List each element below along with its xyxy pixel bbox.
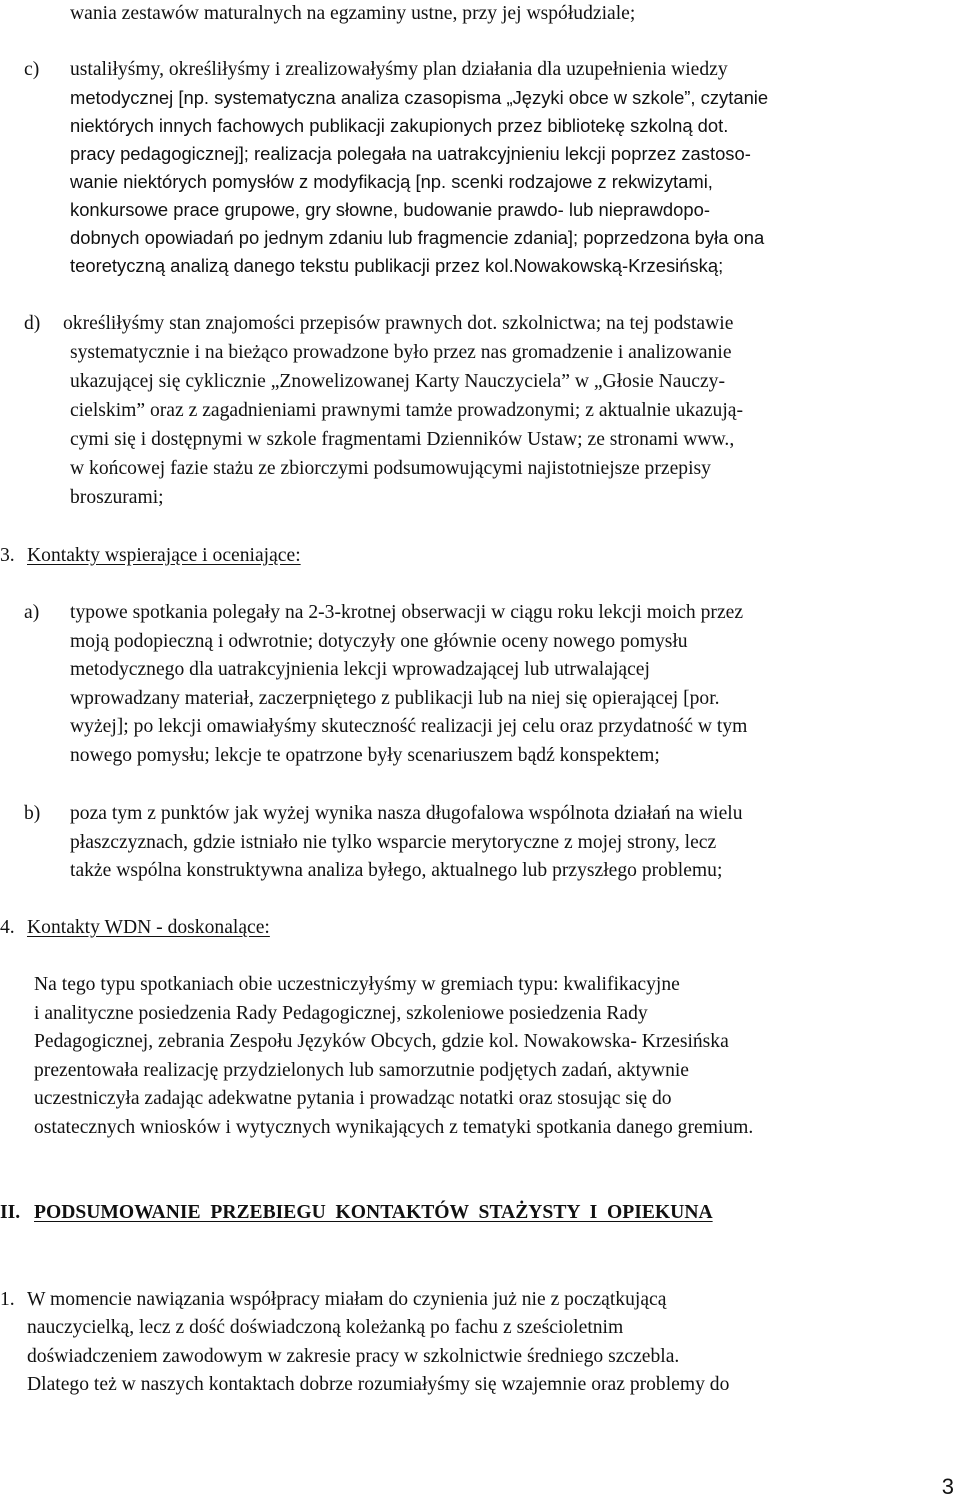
item-c-line: metodycznej [np. systematyczna analiza czasopisma „Języki obce w szkole”, czytanie [70,87,769,108]
summary-1-line: doświadczeniem zawodowym w zakresie pracy w szkolnictwie średniego szczebla. [27,1346,680,1367]
item-d-line: cymi się i dostępnymi w szkole fragmentami Dzienników Ustaw; ze stronami www., [70,429,735,450]
item-3a-marker: a) [24,602,40,623]
section-4-body-line: uczestniczyła zadając adekwatne pytania i prowadząc notatki oraz stosując się do [34,1088,672,1109]
section-4-heading: Kontakty WDN - doskonalące: [27,917,270,938]
section-ii-numeral: II. [0,1202,21,1223]
item-c-line: wanie niektórych pomysłów z modyfikacją [np. scenki rodzajowe z rekwizytami, [70,171,713,192]
item-3b-line: także wspólna konstruktywna analiza byłego, aktualnego lub przyszłego problemu; [70,860,723,881]
item-3a-line: nowego pomysłu; lekcje te opatrzone były scenariuszem bądź konspektem; [70,745,660,766]
item-3b-marker: b) [24,803,41,824]
item-d-marker: d) [24,313,41,334]
section-3-number: 3. [0,545,15,566]
item-3b-line: płaszczyznach, gdzie istniało nie tylko wsparcie merytoryczne z mojej strony, lecz [70,832,717,853]
item-3a-line: metodycznego dla uatrakcyjnienia lekcji wprowadzającej lub utrwalającej [70,659,650,680]
item-3b-line: poza tym z punktów jak wyżej wynika nasza długofalowa wspólnota działań na wielu [70,803,743,824]
item-c-line: ustaliłyśmy, określiłyśmy i zrealizowałyśmy plan działania dla uzupełnienia wiedzy [70,59,728,80]
item-d-line: określiłyśmy stan znajomości przepisów prawnych dot. szkolnictwa; na tej podstawie [63,313,734,334]
section-4-body-line: prezentowała realizację przydzielonych lub samorzutnie podjętych zadań, aktywnie [34,1060,690,1081]
section-4-number: 4. [0,917,15,938]
summary-1-line: W momencie nawiązania współpracy miałam do czynienia już nie z początkującą [27,1289,667,1310]
section-4-body-line: Na tego typu spotkaniach obie uczestniczyłyśmy w gremiach typu: kwalifikacyjne [34,974,680,995]
section-3-heading: Kontakty wspierające i oceniające: [27,545,301,566]
summary-1-line: Dlatego też w naszych kontaktach dobrze rozumiałyśmy się wzajemnie oraz problemy do [27,1374,730,1395]
item-c-line: niektórych innych fachowych publikacji zakupionych przez bibliotekę szkolną dot. [70,115,729,136]
item-c-line: dobnych opowiadań po jednym zdaniu lub fragmencie zdania]; poprzedzona była ona [70,227,765,248]
item-3a-line: wyżej]; po lekcji omawiałyśmy skuteczność realizacji jej celu oraz przydatność w tym [70,716,748,737]
item-3a-line: typowe spotkania polegały na 2-3-krotnej obserwacji w ciągu roku lekcji moich przez [70,602,744,623]
section-ii-heading: PODSUMOWANIE PRZEBIEGU KONTAKTÓW STAŻYSTY I OPIEKUNA [34,1202,713,1223]
item-c-line: konkursowe prace grupowe, gry słowne, budowanie prawdo- lub nieprawdopo- [70,199,710,220]
summary-1-line: nauczycielką, lecz z dość doświadczoną koleżanką po fachu z sześcioletnim [27,1317,624,1338]
section-4-body-line: ostatecznych wniosków i wytycznych wynikających z tematyki spotkania danego gremium. [34,1117,754,1138]
item-d-line: w końcowej fazie stażu ze zbiorczymi podsumowującymi najistotniejsze przepisy [70,458,711,479]
item-b-tail-line: wania zestawów maturalnych na egzaminy ustne, przy jej współudziale; [70,3,636,24]
item-c-line: teoretyczną analizą danego tekstu publikacji przez kol.Nowakowską-Krzesińską; [70,255,724,276]
item-d-line: systematycznie i na bieżąco prowadzone było przez nas gromadzenie i analizowanie [70,342,732,363]
page-number: 3 [941,1474,954,1499]
section-4-body-line: Pedagogicznej, zebrania Zespołu Języków Obcych, gdzie kol. Nowakowska- Krzesińska [34,1031,729,1052]
item-c-line: pracy pedagogicznej]; realizacja polegała na uatrakcyjnieniu lekcji poprzez zastoso- [70,143,751,164]
item-d-line: cielskim” oraz z zagadnieniami prawnymi tamże prowadzonymi; z aktualnie ukazują- [70,400,743,421]
item-3a-line: moją podopieczną i odwrotnie; dotyczyły one głównie oceny nowego pomysłu [70,631,688,652]
section-4-body-line: i analityczne posiedzenia Rady Pedagogicznej, szkoleniowe posiedzenia Rady [34,1003,648,1024]
summary-1-number: 1. [0,1289,15,1310]
item-3a-line: wprowadzany materiał, zaczerpniętego z publikacji lub na niej się opierającej [por. [70,688,720,709]
item-d-line: ukazującej się cyklicznie „Znowelizowanej Karty Nauczyciela” w „Głosie Nauczy- [70,371,725,392]
item-c-marker: c) [24,59,40,80]
item-d-line: broszurami; [70,487,164,508]
